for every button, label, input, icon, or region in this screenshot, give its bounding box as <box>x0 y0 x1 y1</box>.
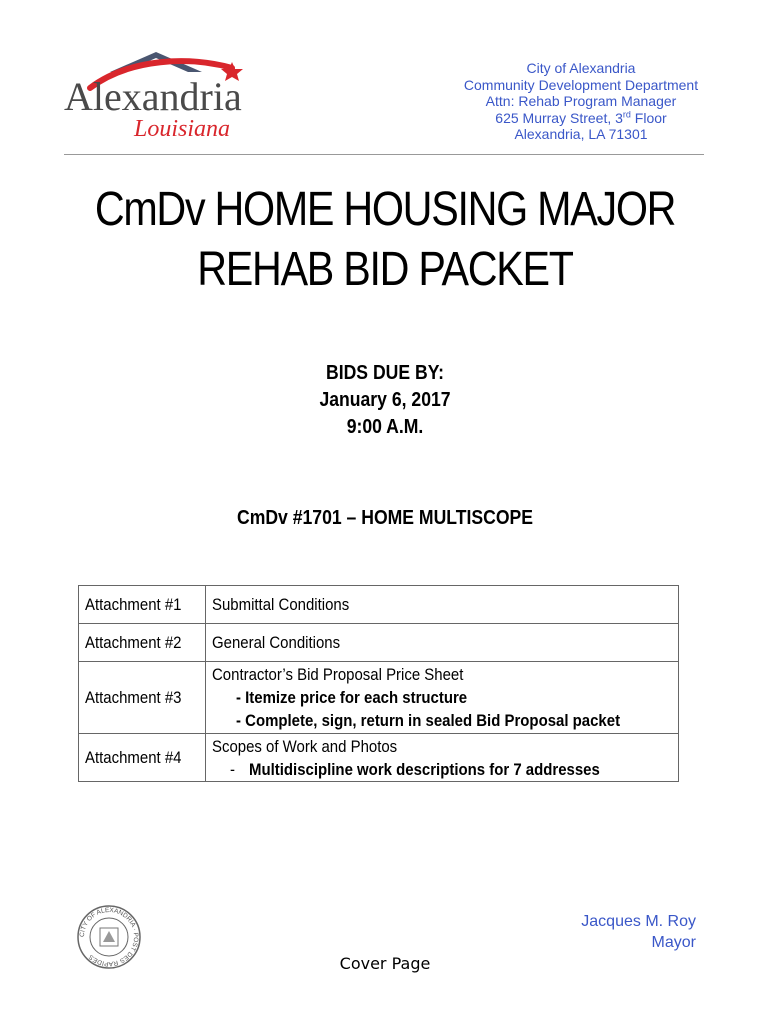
signature-block <box>520 911 696 953</box>
mayor-name: Jacques M. Roy <box>581 913 696 930</box>
mayor-title: Mayor <box>651 934 696 951</box>
seal-text: CITY OF ALEXANDRIA · POST DES RAPIDES <box>78 906 140 968</box>
address-line: 625 Murray Street, 3rd Floor <box>495 108 667 126</box>
page-footer: Cover Page <box>339 954 431 973</box>
alexandria-logo <box>60 48 260 148</box>
logo-city-text: Alexandria <box>64 74 242 119</box>
table-row: Attachment #2 General Conditions <box>79 624 679 662</box>
page-title: CmDv HOME HOUSING MAJOR REHAB BID PACKET <box>94 183 676 296</box>
address-block <box>440 60 722 143</box>
project-number: CmDv #1701 – HOME MULTISCOPE <box>236 507 534 529</box>
attachments-table <box>78 585 679 782</box>
table-row: Attachment #3 Contractor’s Bid Proposal Price Sheet - Itemize price for each structure - Complete, sign, return in sealed Bid Proposal packet <box>79 662 679 734</box>
header-divider <box>64 154 704 155</box>
address-line: Alexandria, LA 71301 <box>514 126 648 142</box>
logo-state-text: Louisiana <box>134 116 231 142</box>
address-line: Attn: Rehab Program Manager <box>485 93 677 109</box>
address-line: Community Development Department <box>463 76 699 93</box>
table-row: Attachment #1 Submittal Conditions <box>79 586 679 624</box>
bids-due-block: BIDS DUE BY: January 6, 2017 9:00 A.M. <box>319 362 451 438</box>
table-row: Attachment #4 Scopes of Work and Photos - Multidiscipline work descriptions for 7 addresses <box>79 734 679 782</box>
address-line: City of Alexandria <box>526 60 636 76</box>
